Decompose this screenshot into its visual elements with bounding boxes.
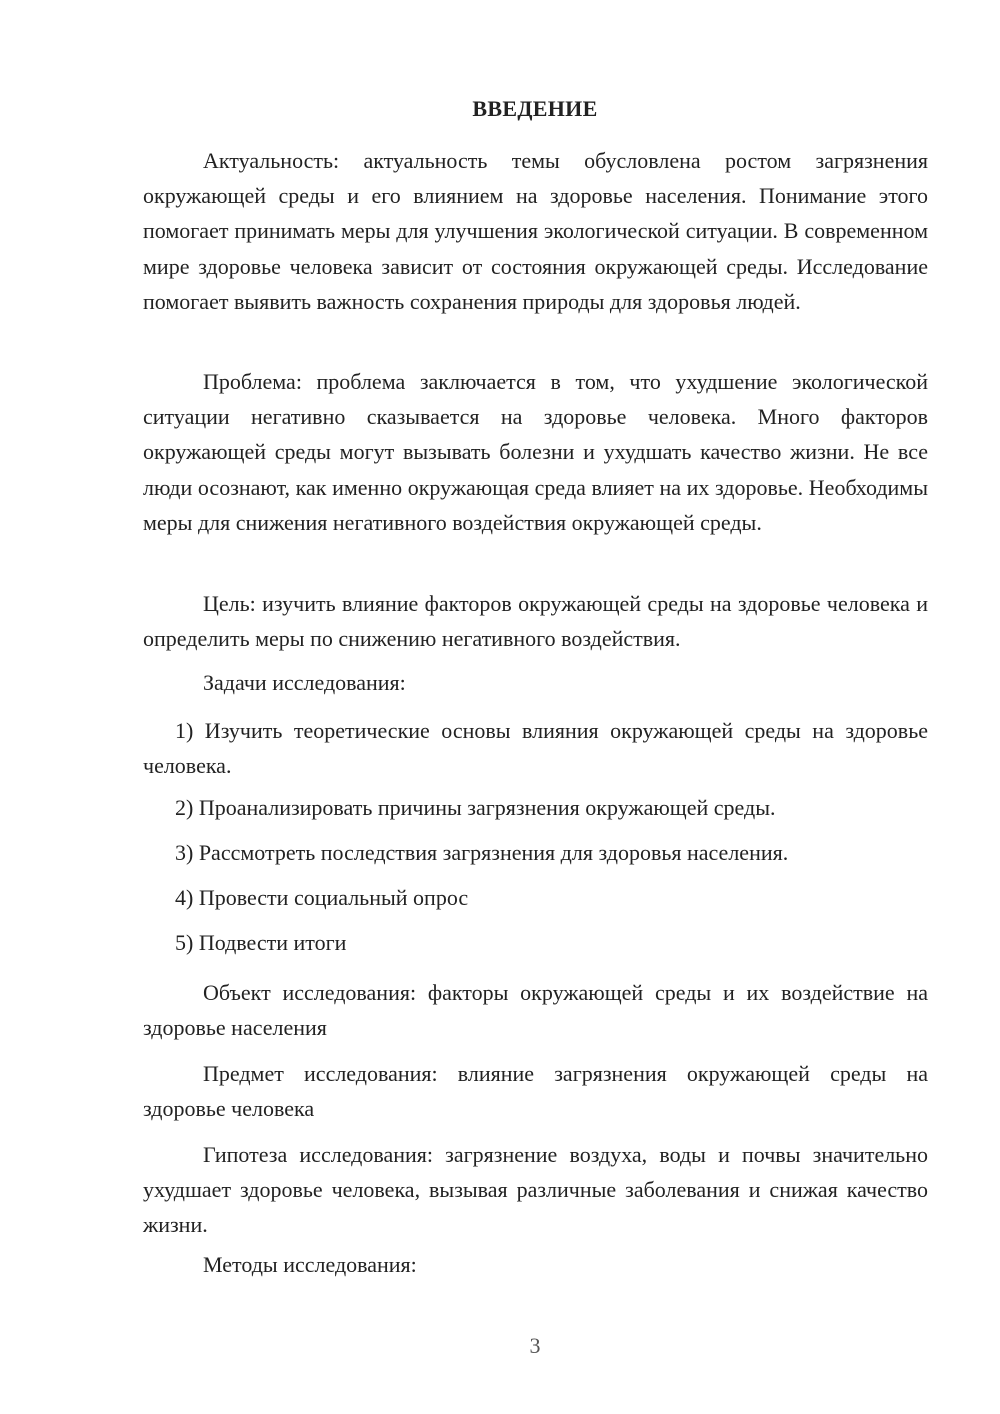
paragraph-problem: Проблема: проблема заключается в том, что ухудшение экологической ситуации негативно сказывается на здоровье человека. Много факторов окружающей среды могут вызывать болезни и ухудшать качество жизни. Не все люди осознают, как именно окружающая среда влияет на их здоровье. Необходимы меры для снижения негативного воздействия окружающей среды. (143, 369, 928, 535)
paragraph-relevance: Актуальность: актуальность темы обусловлена ростом загрязнения окружающей среды и его влиянием на здоровье населения. Понимание этого помогает принимать меры для улучшения экологической ситуации. В современном мире здоровье человека зависит от состояния окружающей среды. Исследование помогает выявить важность сохранения природы для здоровья людей. (143, 148, 928, 314)
section-title: ВВЕДЕНИЕ (472, 96, 598, 121)
task-item-4: 4) Провести социальный опрос (175, 885, 469, 910)
paragraph-subject: Предмет исследования: влияние загрязнения окружающей среды на здоровье человека (143, 1061, 928, 1122)
task-item-5: 5) Подвести итоги (175, 930, 347, 955)
page-number: 3 (529, 1333, 541, 1358)
task-item-3: 3) Рассмотреть последствия загрязнения для здоровья населения. (175, 840, 789, 865)
paragraph-object: Объект исследования: факторы окружающей среды и их воздействие на здоровье населения (143, 980, 928, 1041)
task-item-1: 1) Изучить теоретические основы влияния окружающей среды на здоровье человека. (143, 718, 928, 779)
paragraph-goal: Цель: изучить влияние факторов окружающей среды на здоровье человека и определить меры по снижению негативного воздействия. (143, 591, 928, 652)
methods-heading: Методы исследования: (203, 1252, 417, 1277)
task-item-2: 2) Проанализировать причины загрязнения окружающей среды. (175, 795, 776, 820)
paragraph-hypothesis: Гипотеза исследования: загрязнение воздуха, воды и почвы значительно ухудшает здоровье человека, вызывая различные заболевания и снижая качество жизни. (143, 1142, 928, 1238)
tasks-heading: Задачи исследования: (203, 670, 406, 695)
